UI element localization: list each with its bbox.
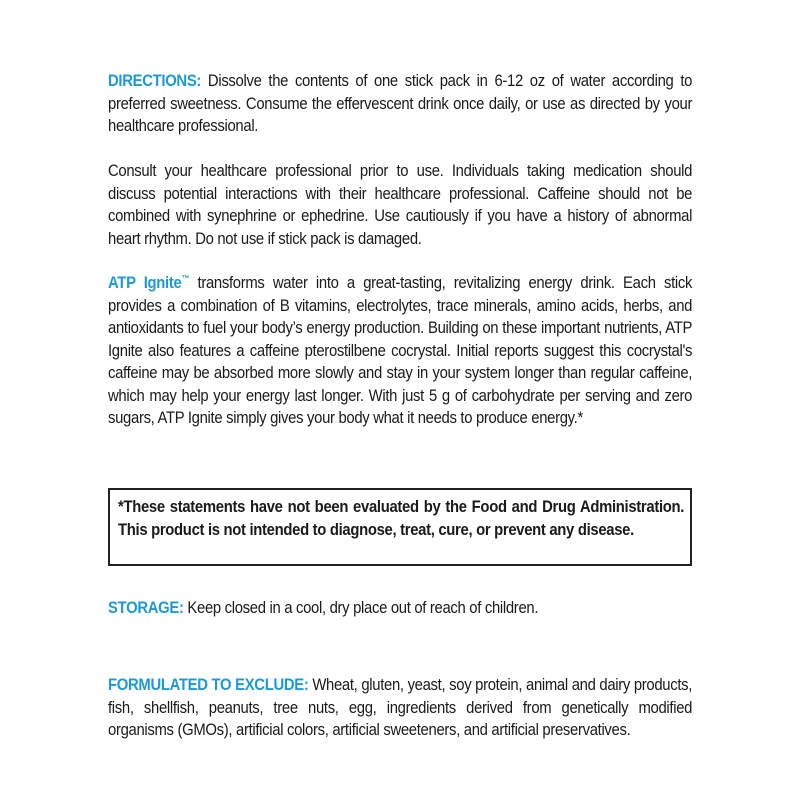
storage-heading: STORAGE:	[108, 599, 184, 617]
exclusions-text: Wheat, gluten, yeast, soy protein, animal and dairy products, fish, shellfish, peanuts, tree nuts, egg, ingredients derived from genetically modified organisms (GMOs), artificial colors, artificial sweeteners, and artificial preservatives.	[108, 676, 693, 739]
storage-section	[108, 597, 757, 620]
description-section	[108, 272, 757, 430]
warning-paragraph: Consult your healthcare professional prior to use. Individuals taking medication should discuss potential interactions with their healthcare professional. Caffeine should not be combined with synephrine or ephedrine. Use cautiously if you have a history of abnormal heart rhythm. Do not use if stick pack is damaged.	[108, 162, 693, 248]
directions-heading: DIRECTIONS:	[108, 72, 202, 90]
description-text: transforms water into a great-tasting, revitalizing energy drink. Each stick provides a combination of B vitamins, electrolytes, trace minerals, amino acids, herbs, and antioxidants to fuel your body’s energy production. Building on these important nutrients, ATP Ignite also features a caffeine pterostilbene cocrystal. Initial reports suggest this cocrystal's caffeine may be absorbed more slowly and stay in your system longer than regular caffeine, which may help your energy last longer. With just 5 g of carbohydrate per serving and zero sugars, ATP Ignite simply gives your body what it needs to produce energy.*	[108, 274, 693, 427]
warning-section	[108, 160, 757, 250]
brand-name: ATP Ignite	[108, 274, 182, 292]
storage-text: Keep closed in a cool, dry place out of reach of children.	[183, 599, 539, 617]
description-paragraph	[108, 272, 692, 430]
directions-text: Dissolve the contents of one stick pack in 6-12 oz of water according to preferred sweetness. Consume the effervescent drink once daily, or use as directed by your healthcare professional.	[108, 72, 693, 135]
storage-paragraph	[108, 597, 692, 620]
fda-disclaimer-text: *These statements have not been evaluated by the Food and Drug Administration. This product is not intended to diagnose, treat, cure, or prevent any disease.	[118, 498, 685, 539]
fda-disclaimer-box	[108, 488, 692, 566]
exclusions-heading: FORMULATED TO EXCLUDE:	[108, 676, 309, 694]
exclusions-section	[108, 674, 757, 742]
trademark-symbol: ™	[181, 273, 190, 284]
directions-paragraph	[108, 70, 692, 138]
exclusions-paragraph	[108, 674, 692, 742]
directions-section	[108, 70, 757, 138]
